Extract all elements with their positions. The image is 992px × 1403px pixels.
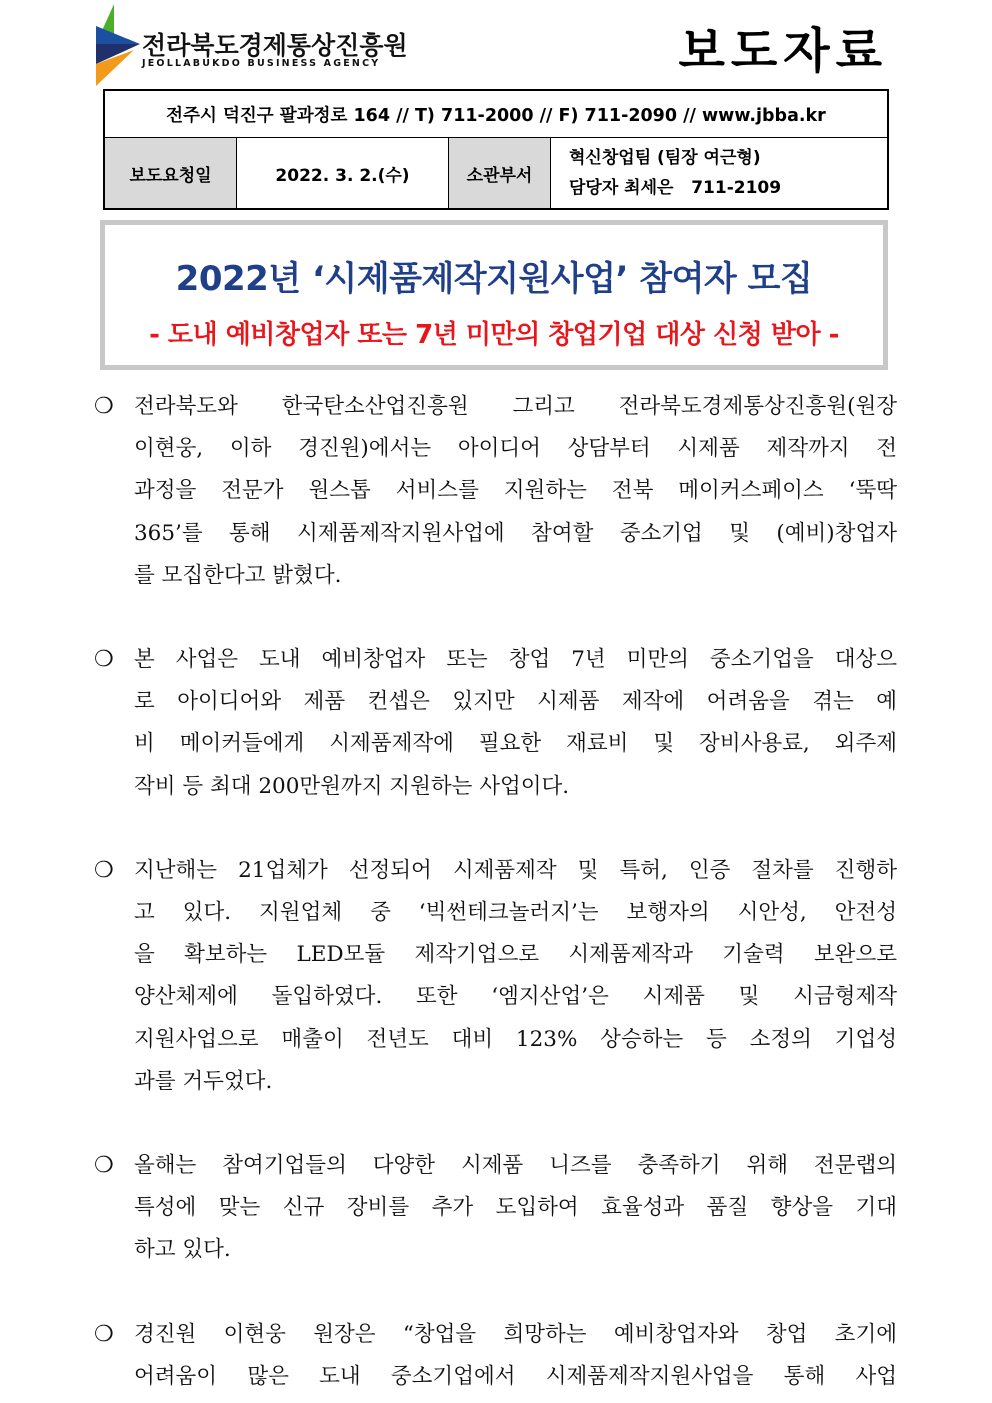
headline-box <box>100 220 888 370</box>
paragraph-line: 하고 있다. <box>134 1237 231 1263</box>
paragraph-line: 지난해는 21업체가 선정되어 시제품제작 및 특허, 인증 절차를 진행하 <box>134 857 897 883</box>
department-team: 혁신창업팀 (팀장 여근형) <box>569 148 761 168</box>
request-date-value: 2022. 3. 2.(수) <box>237 138 449 210</box>
paragraph-line: 로 아이디어와 제품 컨셉은 있지만 시제품 제작에 어려움을 겪는 예 <box>134 689 897 715</box>
org-name-english: JEOLLABUKDO BUSINESS AGENCY <box>142 58 381 69</box>
circle-bullet-icon: ❍ <box>94 394 114 419</box>
paragraph-line: 과를 거두었다. <box>134 1068 273 1094</box>
paragraph-line: 을 확보하는 LED모듈 제작기업으로 시제품제작과 기술력 보완으로 <box>134 942 897 968</box>
article-body <box>94 386 897 1398</box>
paragraph-5 <box>94 1314 897 1398</box>
press-info-table <box>103 89 889 210</box>
paragraph-line: 이현웅, 이하 경진원)에서는 아이디어 상담부터 시제품 제작까지 전 <box>134 436 897 462</box>
paragraph-line: 본 사업은 도내 예비창업자 또는 창업 7년 미만의 중소기업을 대상으 <box>134 647 897 673</box>
paragraph-line: 고 있다. 지원업체 중 ‘빅썬테크놀러지’는 보행자의 시안성, 안전성 <box>134 900 897 926</box>
department-info <box>551 138 889 210</box>
paragraph-line: 어려움이 많은 도내 중소기업에서 시제품제작지원사업을 통해 사업 <box>134 1363 897 1389</box>
org-name-korean: 전라북도경제통상진흥원 <box>142 31 408 60</box>
agency-logo-icon <box>94 4 140 88</box>
paragraph-line: 경진원 이현웅 원장은 “창업을 희망하는 예비창업자와 창업 초기에 <box>134 1321 897 1347</box>
paragraph-2 <box>94 639 897 808</box>
circle-bullet-icon: ❍ <box>94 647 114 673</box>
department-label: 소관부서 <box>449 138 551 210</box>
paragraph-line: 특성에 맞는 신규 장비를 추가 도입하여 효율성과 품질 향상을 기대 <box>134 1195 897 1221</box>
headline-subtitle: - 도내 예비창업자 또는 7년 미만의 창업기업 대상 신청 받아 - <box>149 320 839 350</box>
department-contact: 담당자 최세은 711-2109 <box>569 178 782 198</box>
paragraph-line: 작비 등 최대 200만원까지 지원하는 사업이다. <box>134 773 570 799</box>
circle-bullet-icon: ❍ <box>94 857 114 883</box>
paragraph-1 <box>94 386 897 597</box>
paragraph-line: 올해는 참여기업들의 다양한 시제품 니즈를 충족하기 위해 전문랩의 <box>134 1153 897 1179</box>
paragraph-4 <box>94 1145 897 1272</box>
contact-address-line: 전주시 덕진구 팔과정로 164 // T) 711-2000 // F) 711-2090 // www.jbba.kr <box>104 90 888 138</box>
paragraph-line: 비 메이커들에게 시제품제작에 필요한 재료비 및 장비사용료, 외주제 <box>134 731 897 757</box>
request-date-label: 보도요청일 <box>104 138 237 210</box>
document-type-heading: 보도자료 <box>678 23 888 79</box>
paragraph-3 <box>94 850 897 1103</box>
org-logo <box>94 4 408 88</box>
paragraph-line: 365’를 통해 시제품제작지원사업에 참여할 중소기업 및 (예비)창업자 <box>134 520 897 546</box>
headline-title: 2022년 ‘시제품제작지원사업’ 참여자 모집 <box>175 259 813 299</box>
circle-bullet-icon: ❍ <box>94 1321 114 1347</box>
paragraph-line: 양산체제에 돌입하였다. 또한 ‘엠지산업’은 시제품 및 시금형제작 <box>134 984 897 1010</box>
paragraph-line: 과정을 전문가 원스톱 서비스를 지원하는 전북 메이커스페이스 ‘뚝딱 <box>134 478 897 504</box>
paragraph-line: 전라북도와 한국탄소산업진흥원 그리고 전라북도경제통상진흥원(원장 <box>134 394 897 419</box>
circle-bullet-icon: ❍ <box>94 1153 114 1179</box>
paragraph-line: 를 모집한다고 밝혔다. <box>134 562 342 588</box>
paragraph-line: 지원사업으로 매출이 전년도 대비 123% 상승하는 등 소정의 기업성 <box>134 1026 897 1052</box>
